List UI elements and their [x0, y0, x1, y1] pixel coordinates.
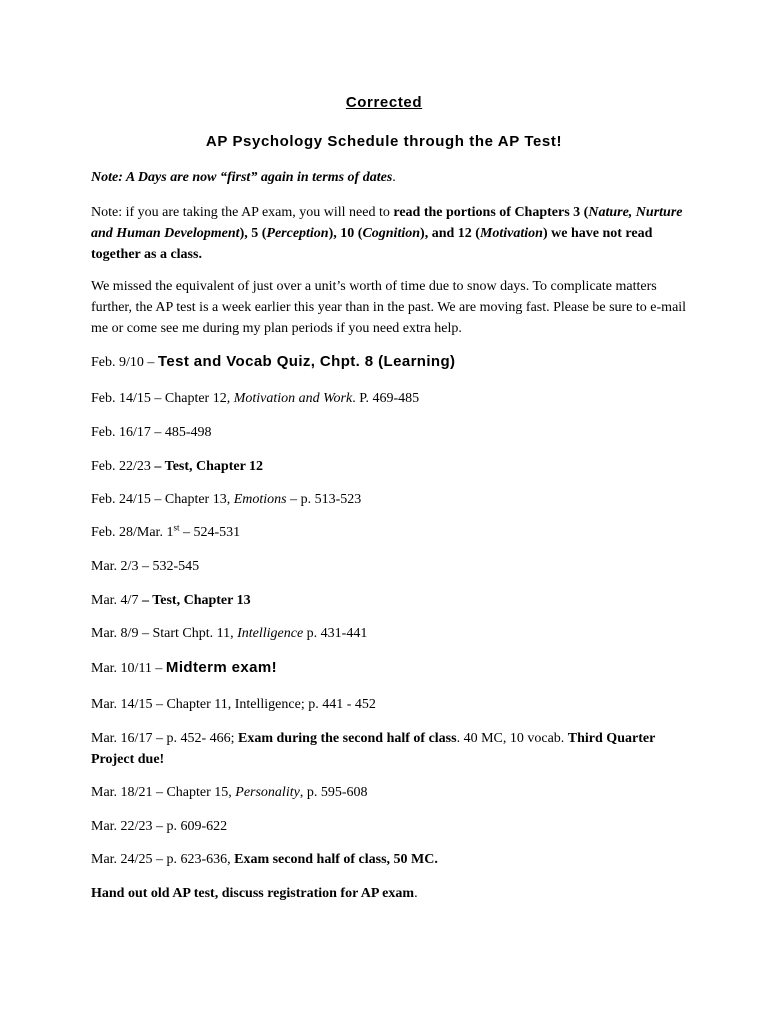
- schedule-item: Feb. 14/15 – Chapter 12, Motivation and Work. P. 469-485: [91, 391, 420, 406]
- schedule-item: Mar. 22/23 – p. 609-622: [91, 819, 228, 834]
- schedule-item: Mar. 14/15 – Chapter 11, Intelligence; p. 441 - 452: [91, 697, 376, 712]
- schedule-item: Mar. 16/17 – p. 452- 466; Exam during the second half of class. 40 MC, 10 vocab. Third Quarter Project due!: [91, 731, 656, 767]
- snow-days-paragraph: We missed the equivalent of just over a unit’s worth of time due to snow days. To complicate matters further, the AP test is a week earlier this year than in the past. We are moving fast. Please be sure to e-mail me or come see me during my plan periods if you need extra help.: [91, 279, 687, 336]
- schedule-item: Feb. 24/15 – Chapter 13, Emotions – p. 513-523: [91, 492, 362, 507]
- schedule-item: Mar. 4/7 – Test, Chapter 13: [91, 593, 251, 608]
- closing-note: Hand out old AP test, discuss registration for AP exam.: [91, 886, 418, 901]
- corrected-heading: Corrected: [345, 94, 423, 111]
- schedule-item: Mar. 18/21 – Chapter 15, Personality, p. 595-608: [91, 785, 368, 800]
- schedule-item: Mar. 2/3 – 532-545: [91, 559, 200, 574]
- schedule-item: Mar. 10/11 – Midterm exam!: [91, 659, 277, 676]
- schedule-item: Feb. 16/17 – 485-498: [91, 425, 212, 440]
- schedule-item: Feb. 9/10 – Test and Vocab Quiz, Chpt. 8 (Learning): [91, 353, 456, 370]
- page-title: AP Psychology Schedule through the AP Test!: [205, 133, 563, 150]
- schedule-item: Mar. 24/25 – p. 623-636, Exam second half of class, 50 MC.: [91, 852, 438, 867]
- schedule-item: Mar. 8/9 – Start Chpt. 11, Intelligence p. 431-441: [91, 626, 368, 641]
- schedule-item: Feb. 22/23 – Test, Chapter 12: [91, 459, 264, 474]
- schedule-item: Feb. 28/Mar. 1st – 524-531: [91, 522, 241, 540]
- note-a-days: Note: A Days are now “first” again in terms of dates.: [91, 170, 396, 185]
- note-ap-exam: Note: if you are taking the AP exam, you will need to read the portions of Chapters 3 (Nature, Nurture and Human Development), 5 (Perception), 10 (Cognition), and 12 (Motivation) we have not read together as a class.: [91, 205, 683, 262]
